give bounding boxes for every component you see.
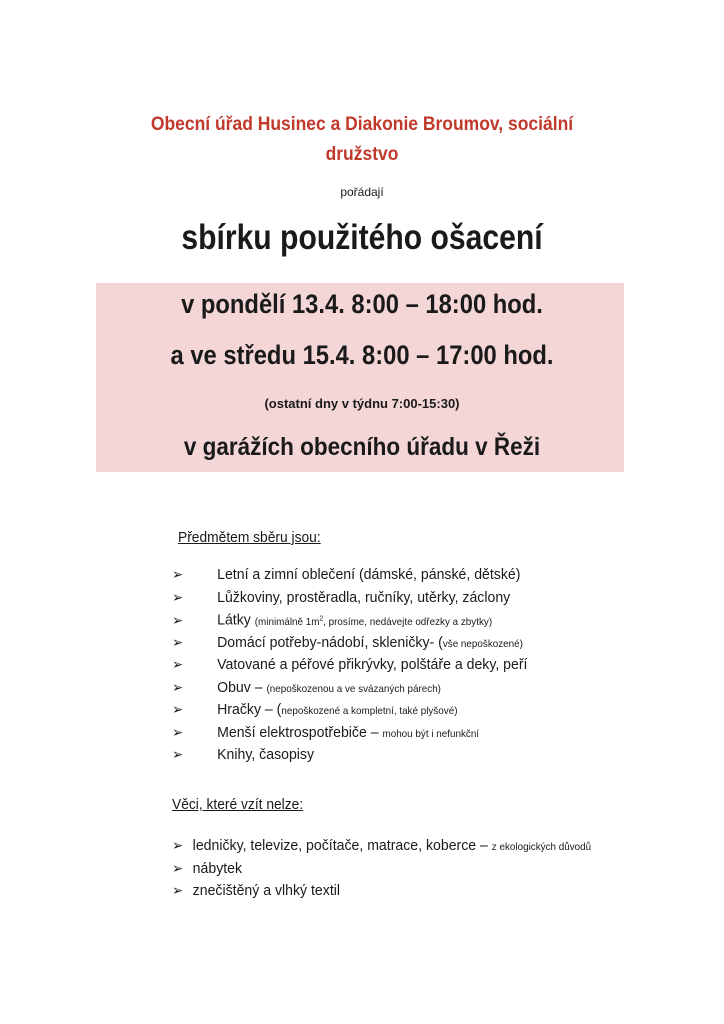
- item-note: vše nepoškozené): [442, 637, 523, 650]
- arrow-bullet-icon: ➢: [172, 656, 184, 672]
- arrow-bullet-icon: ➢: [172, 566, 184, 582]
- arrow-bullet-icon: ➢: [172, 837, 184, 853]
- item-note: (nepoškozenou a ve svázaných párech): [266, 682, 441, 695]
- list-item: [172, 698, 527, 721]
- arrow-bullet-icon: ➢: [172, 882, 184, 898]
- item-text: Menší elektrospotřebiče –: [217, 723, 383, 741]
- item-note: nepoškozené a kompletní, také plyšové): [281, 705, 458, 717]
- location-line: v garážích obecního úřadu v Řeži: [183, 433, 541, 461]
- item-text: Letní a zimní oblečení (dámské, pánské, dětské): [217, 566, 521, 583]
- item-text: Látky: [217, 611, 255, 629]
- item-text: nábytek: [192, 859, 243, 877]
- list-item: [172, 631, 527, 654]
- list-item: [172, 608, 527, 631]
- item-text: znečištěný a vlhký textil: [192, 882, 341, 899]
- rejected-list: [172, 834, 618, 902]
- list-item: [172, 834, 591, 857]
- org-line-2: družstvo: [325, 144, 399, 165]
- other-days-note: (ostatní dny v týdnu 7:00-15:30): [264, 396, 460, 411]
- arrow-bullet-icon: ➢: [172, 701, 184, 717]
- accepted-section-title: Předmětem sběru jsou:: [178, 529, 321, 546]
- list-item: [172, 653, 527, 676]
- list-item: [172, 676, 527, 699]
- arrow-bullet-icon: ➢: [172, 678, 184, 695]
- item-text: Knihy, časopisy: [217, 746, 315, 763]
- org-line-1: Obecní úřad Husinec a Diakonie Broumov, sociální: [150, 114, 574, 135]
- list-item: [172, 743, 527, 766]
- list-item: [172, 586, 527, 609]
- arrow-bullet-icon: ➢: [172, 588, 184, 605]
- schedule-line-2: a ve středu 15.4. 8:00 – 17:00 hod.: [170, 340, 554, 370]
- list-item: [172, 879, 591, 902]
- arrow-bullet-icon: ➢: [172, 633, 184, 650]
- poradaji-text: pořádají: [340, 185, 384, 199]
- arrow-bullet-icon: ➢: [172, 746, 184, 762]
- rejected-section-title: Věci, které vzít nelze:: [172, 796, 304, 813]
- schedule-line-1: v pondělí 13.4. 8:00 – 18:00 hod.: [181, 289, 543, 319]
- list-item: [172, 857, 591, 880]
- item-note: z ekologických důvodů: [491, 841, 592, 853]
- arrow-bullet-icon: ➢: [172, 611, 184, 628]
- list-item: [172, 563, 527, 586]
- item-text: Domácí potřeby-nádobí, skleničky- (: [217, 633, 443, 651]
- arrow-bullet-icon: ➢: [172, 723, 184, 740]
- item-text: ledničky, televize, počítače, matrace, koberce –: [192, 837, 492, 854]
- item-note: (minimálně $1m^2$, prosíme, nedávejte odřezky a zbytky): [254, 615, 493, 628]
- headline: sbírku použitého ošacení: [181, 218, 543, 257]
- list-item: [172, 721, 527, 744]
- accepted-list: [172, 563, 550, 766]
- item-text: Vatované a péřové přikrývky, polštáře a deky, peří: [217, 656, 528, 673]
- item-text: Hračky – (: [217, 701, 282, 718]
- org-heading: [29, 110, 695, 170]
- item-text: Obuv –: [217, 678, 267, 696]
- item-note: mohou být i nefunkční: [382, 727, 480, 740]
- item-text: Lůžkoviny, prostěradla, ručníky, utěrky, záclony: [217, 588, 511, 606]
- arrow-bullet-icon: ➢: [172, 859, 184, 876]
